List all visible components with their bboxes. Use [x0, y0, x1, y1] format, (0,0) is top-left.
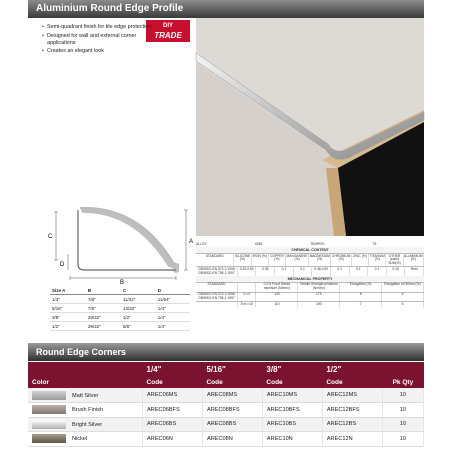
code-cell: AREC08N — [202, 432, 262, 447]
page-header — [28, 0, 424, 18]
color-swatch — [32, 405, 66, 414]
feature-list — [42, 24, 158, 57]
cell: 29/32" — [86, 313, 121, 322]
cell — [196, 302, 238, 307]
code-cell: AREC06MS — [143, 388, 203, 403]
code-cell: AREC12BFS — [322, 403, 382, 418]
table-row — [50, 313, 190, 322]
color-cell — [28, 417, 143, 432]
cell: 5/16" — [50, 304, 86, 313]
cell: 0.1 — [294, 267, 313, 276]
temper-value: T5 — [372, 242, 377, 246]
code-cell: AREC12MS — [322, 388, 382, 403]
cell: 7/8" — [86, 295, 121, 304]
cell: Tensile Strength minimum (N/mm²) — [298, 283, 340, 292]
cell: STANDARD — [196, 254, 234, 266]
code-cell: AREC12N — [322, 432, 382, 447]
cell: 110 — [256, 302, 298, 307]
cell: IRON (%) — [252, 254, 269, 266]
cell: MANGANESE (%) — [286, 254, 309, 266]
cell: GB/8ISO-EN 573-3 1998 GB/8ISO-EN 755-2 1997 — [196, 267, 238, 276]
color-header: Color — [28, 376, 143, 388]
chemical-title: CHEMICAL CONTENT — [196, 247, 424, 253]
color-swatch — [32, 391, 66, 400]
qty-cell: 10 — [382, 388, 423, 403]
table-row — [28, 388, 424, 403]
size-col-d: D — [156, 286, 190, 295]
temper-label: TEMPER: — [310, 242, 325, 246]
cell: COPPER (%) — [269, 254, 286, 266]
qty-cell: 10 — [382, 403, 423, 418]
cell — [238, 283, 257, 292]
qty-cell: 10 — [382, 432, 423, 447]
code-header: Code — [322, 376, 382, 388]
color-cell — [28, 432, 143, 447]
size-table — [50, 286, 190, 331]
code-cell: AREC06BS — [143, 417, 203, 432]
qty-header: Pk Qty — [382, 376, 423, 388]
cell: 1/4" — [50, 295, 86, 304]
mech-title: MECHANICAL PROPERTY — [196, 276, 424, 282]
cell: 3<t<=10 — [238, 302, 257, 307]
cell: 11/64" — [156, 295, 190, 304]
mech-row — [196, 301, 424, 307]
spec-sheet — [196, 241, 424, 307]
cell: CHROMIUM (%) — [331, 254, 352, 266]
label-b: B — [120, 280, 125, 286]
cell: MAGNESIUM (%) — [309, 254, 331, 266]
size-col-c: C — [121, 286, 156, 295]
profile-diagram — [36, 198, 192, 284]
feature-item: • Creates an elegant look — [42, 48, 158, 55]
badge-line2: TRADE — [154, 31, 182, 40]
cell: 0.20-0.60 — [238, 267, 257, 276]
mech-header-row — [196, 282, 424, 292]
table-row — [28, 417, 424, 432]
color-name: Bright Silver — [72, 421, 103, 428]
cell: 29/32" — [86, 322, 121, 331]
blank-header — [28, 362, 143, 376]
feature-item: • Designed for wall and external corner applications — [42, 33, 158, 47]
alloy-label: ALLOY: — [196, 242, 208, 246]
feature-item: • Semi-quadrant finish for tile edge protection — [42, 24, 158, 31]
corners-table — [28, 362, 424, 447]
size-col-b: B — [86, 286, 121, 295]
badge-line1: DIY — [162, 23, 173, 29]
code-header: Code — [262, 376, 322, 388]
cell: 0.2% Proof Stress minimum (N/mm²) — [256, 283, 298, 292]
cell: 1/4" — [156, 304, 190, 313]
cell: t<=3 — [238, 293, 257, 302]
code-cell: AREC10BS — [262, 417, 322, 432]
code-cell: AREC10MS — [262, 388, 322, 403]
cell: 8 — [340, 293, 382, 302]
cell: ALUMINIUM (%) — [404, 254, 425, 266]
cell: OTHER (each) SUM(%) — [386, 254, 403, 266]
cell: Elongation (%) — [340, 283, 382, 292]
code-cell: AREC06BFS — [143, 403, 203, 418]
color-cell — [28, 403, 143, 418]
cell: STANDARD — [196, 283, 238, 292]
cell: 175 — [298, 293, 340, 302]
cell: TITANIUM (%) — [369, 254, 386, 266]
code-header: Code — [143, 376, 203, 388]
cell: 160 — [298, 302, 340, 307]
cell: 11/32" — [121, 295, 156, 304]
size-header-row — [28, 362, 424, 376]
cell: 1/4" — [156, 313, 190, 322]
cell: 7 — [340, 302, 382, 307]
product-photo — [196, 18, 424, 236]
table-row — [50, 322, 190, 331]
table-row — [28, 432, 424, 447]
cell: SILICONE (%) — [234, 254, 251, 266]
chem-value-row — [196, 266, 424, 276]
cell: 0.35 — [256, 267, 275, 276]
color-swatch — [32, 434, 66, 443]
code-cell: AREC08MS — [202, 388, 262, 403]
code-cell: AREC08BS — [202, 417, 262, 432]
chem-header-row — [196, 253, 424, 266]
cell: 0.1 — [350, 267, 369, 276]
label-a: A — [189, 239, 194, 245]
cell: 1/2" — [121, 313, 156, 322]
color-name: Matt Silver — [72, 392, 99, 399]
code-cell: AREC06N — [143, 432, 203, 447]
cell: 0.1 — [368, 267, 387, 276]
table-row — [28, 403, 424, 418]
cell: Rest — [405, 267, 424, 276]
cell: 1/2" — [50, 322, 86, 331]
corners-title-bar — [28, 343, 424, 361]
cell: 3/8" — [50, 313, 86, 322]
cell: 0.1 — [331, 267, 350, 276]
cell: 0.45-0.90 — [312, 267, 331, 276]
cell: 1/4" — [156, 322, 190, 331]
color-swatch — [32, 420, 66, 429]
column-header-row — [28, 376, 424, 388]
cell: 6 — [382, 293, 424, 302]
size-header: 3/8" — [262, 362, 322, 376]
cell: 5 — [382, 302, 424, 307]
cell: ZINC (%) — [352, 254, 369, 266]
alloy-value: 6063 — [255, 242, 263, 246]
cell: 0.15 — [387, 267, 406, 276]
table-row — [50, 304, 190, 313]
code-cell: AREC08BFS — [202, 403, 262, 418]
size-header: 1/2" — [322, 362, 382, 376]
mech-row — [196, 292, 424, 302]
color-cell — [28, 388, 143, 403]
label-d: D — [60, 262, 65, 268]
size-table-header — [50, 286, 190, 295]
cell: 13/32" — [121, 304, 156, 313]
code-header: Code — [202, 376, 262, 388]
cell: 5/8" — [121, 322, 156, 331]
qty-cell: 10 — [382, 417, 423, 432]
corners-title: Round Edge Corners — [36, 347, 127, 357]
code-cell: AREC10BFS — [262, 403, 322, 418]
size-col-a: Size A — [50, 286, 86, 295]
cell: GB/8ISO-EN 573-3 1998 GB/8ISO-EN 755-2 1997 — [196, 293, 238, 302]
cell: 7/8" — [86, 304, 121, 313]
code-cell: AREC10N — [262, 432, 322, 447]
label-c: C — [48, 234, 53, 240]
cell: 0.1 — [275, 267, 294, 276]
size-header: 5/16" — [202, 362, 262, 376]
cell: 130 — [256, 293, 298, 302]
color-name: Brush Finish — [72, 407, 104, 414]
table-row — [50, 295, 190, 304]
color-name: Nickel — [72, 436, 88, 443]
code-cell: AREC12BS — [322, 417, 382, 432]
cell: Elongation on 50mm (%) — [382, 283, 424, 292]
page-title: Aluminium Round Edge Profile — [36, 3, 184, 14]
size-header: 1/4" — [143, 362, 203, 376]
blank-header — [382, 362, 423, 376]
